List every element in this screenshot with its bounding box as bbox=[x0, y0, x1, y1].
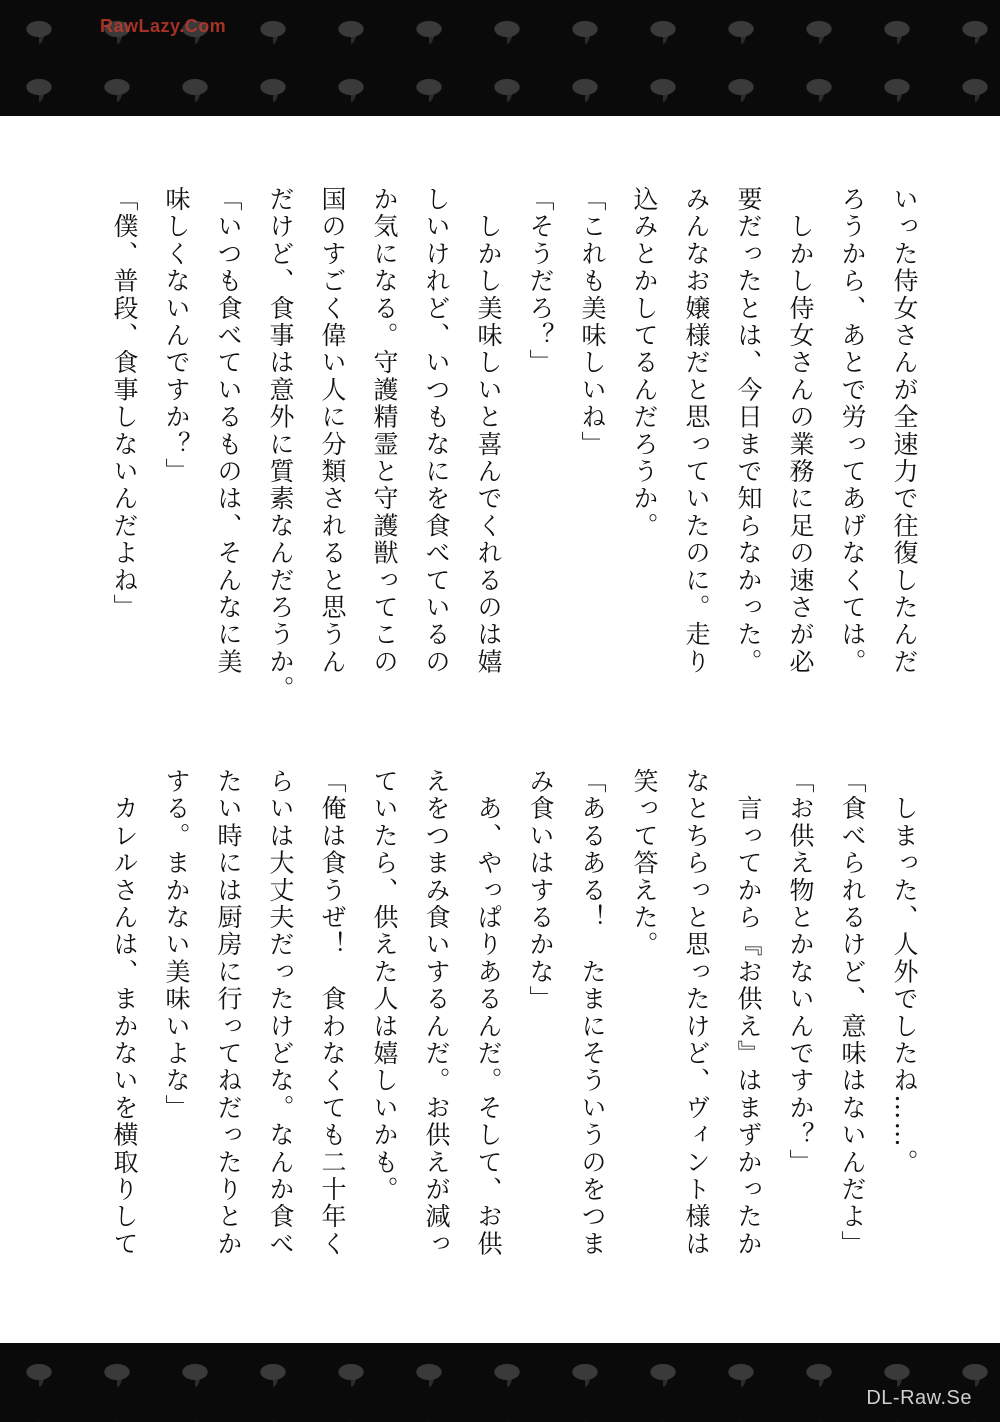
text-column: しいけれど、いつもなにを食べているの bbox=[422, 186, 451, 676]
text-column: 「食べられるけど、意味はないんだよ」 bbox=[838, 768, 867, 1258]
bottom-ornament-band bbox=[0, 1343, 1000, 1422]
text-column: ていたら、供えた人は嬉しいかも。 bbox=[370, 768, 399, 1204]
text-column: あ、やっぱりあるんだ。そして、お供 bbox=[474, 768, 503, 1258]
text-column: み食いはするかな」 bbox=[526, 768, 555, 1013]
text-column: いった侍女さんが全速力で往復したんだ bbox=[890, 186, 919, 676]
text-column: カレルさんは、まかないを横取りして bbox=[110, 768, 139, 1258]
text-column: しかし美味しいと喜んでくれるのは嬉 bbox=[474, 186, 503, 676]
text-column: なとちらっと思ったけど、ヴィント様は bbox=[682, 768, 711, 1258]
text-column: 「これも美味しいね」 bbox=[578, 186, 607, 458]
text-column: えをつまみ食いするんだ。お供えが減っ bbox=[422, 768, 451, 1258]
bottom-watermark: DL-Raw.Se bbox=[866, 1387, 972, 1409]
text-column: らいは大丈夫だったけどな。なんか食べ bbox=[266, 768, 295, 1258]
text-column: 「僕、普段、食事しないんだよね」 bbox=[110, 186, 139, 622]
text-column: しまった、人外でしたね……。 bbox=[890, 768, 919, 1176]
text-column: みんなお嬢様だと思っていたのに。走り bbox=[682, 186, 711, 676]
text-block-upper bbox=[70, 186, 930, 726]
text-column: 笑って答えた。 bbox=[630, 768, 659, 959]
text-column: だけど、食事は意外に質素なんだろうか。 bbox=[266, 186, 295, 703]
text-column: たい時には厨房に行ってねだったりとか bbox=[214, 768, 243, 1258]
text-column: か気になる。守護精霊と守護獣ってこの bbox=[370, 186, 399, 676]
top-ornament-band bbox=[0, 0, 1000, 116]
text-column: 味しくないんですか？」 bbox=[162, 186, 191, 486]
text-column: する。まかない美味いよな」 bbox=[162, 768, 191, 1122]
text-column: 「そうだろ？」 bbox=[526, 186, 555, 377]
top-watermark: RawLazy.Com bbox=[100, 16, 227, 36]
text-column: 言ってから『お供え』はまずかったか bbox=[734, 768, 763, 1258]
text-column: 「あるある！ たまにそういうのをつま bbox=[578, 768, 607, 1258]
text-column: 込みとかしてるんだろうか。 bbox=[630, 186, 659, 540]
text-column: しかし侍女さんの業務に足の速さが必 bbox=[786, 186, 815, 676]
text-column: ろうから、あとで労ってあげなくては。 bbox=[838, 186, 867, 676]
text-block-lower bbox=[70, 768, 930, 1328]
text-column: 「お供え物とかないんですか？」 bbox=[786, 768, 815, 1176]
text-column: 国のすごく偉い人に分類されると思うん bbox=[318, 186, 347, 676]
text-column: 「俺は食うぜ！ 食わなくても二十年く bbox=[318, 768, 347, 1258]
text-column: 「いつも食べているものは、そんなに美 bbox=[214, 186, 243, 676]
text-column: 要だったとは、今日まで知らなかった。 bbox=[734, 186, 763, 676]
